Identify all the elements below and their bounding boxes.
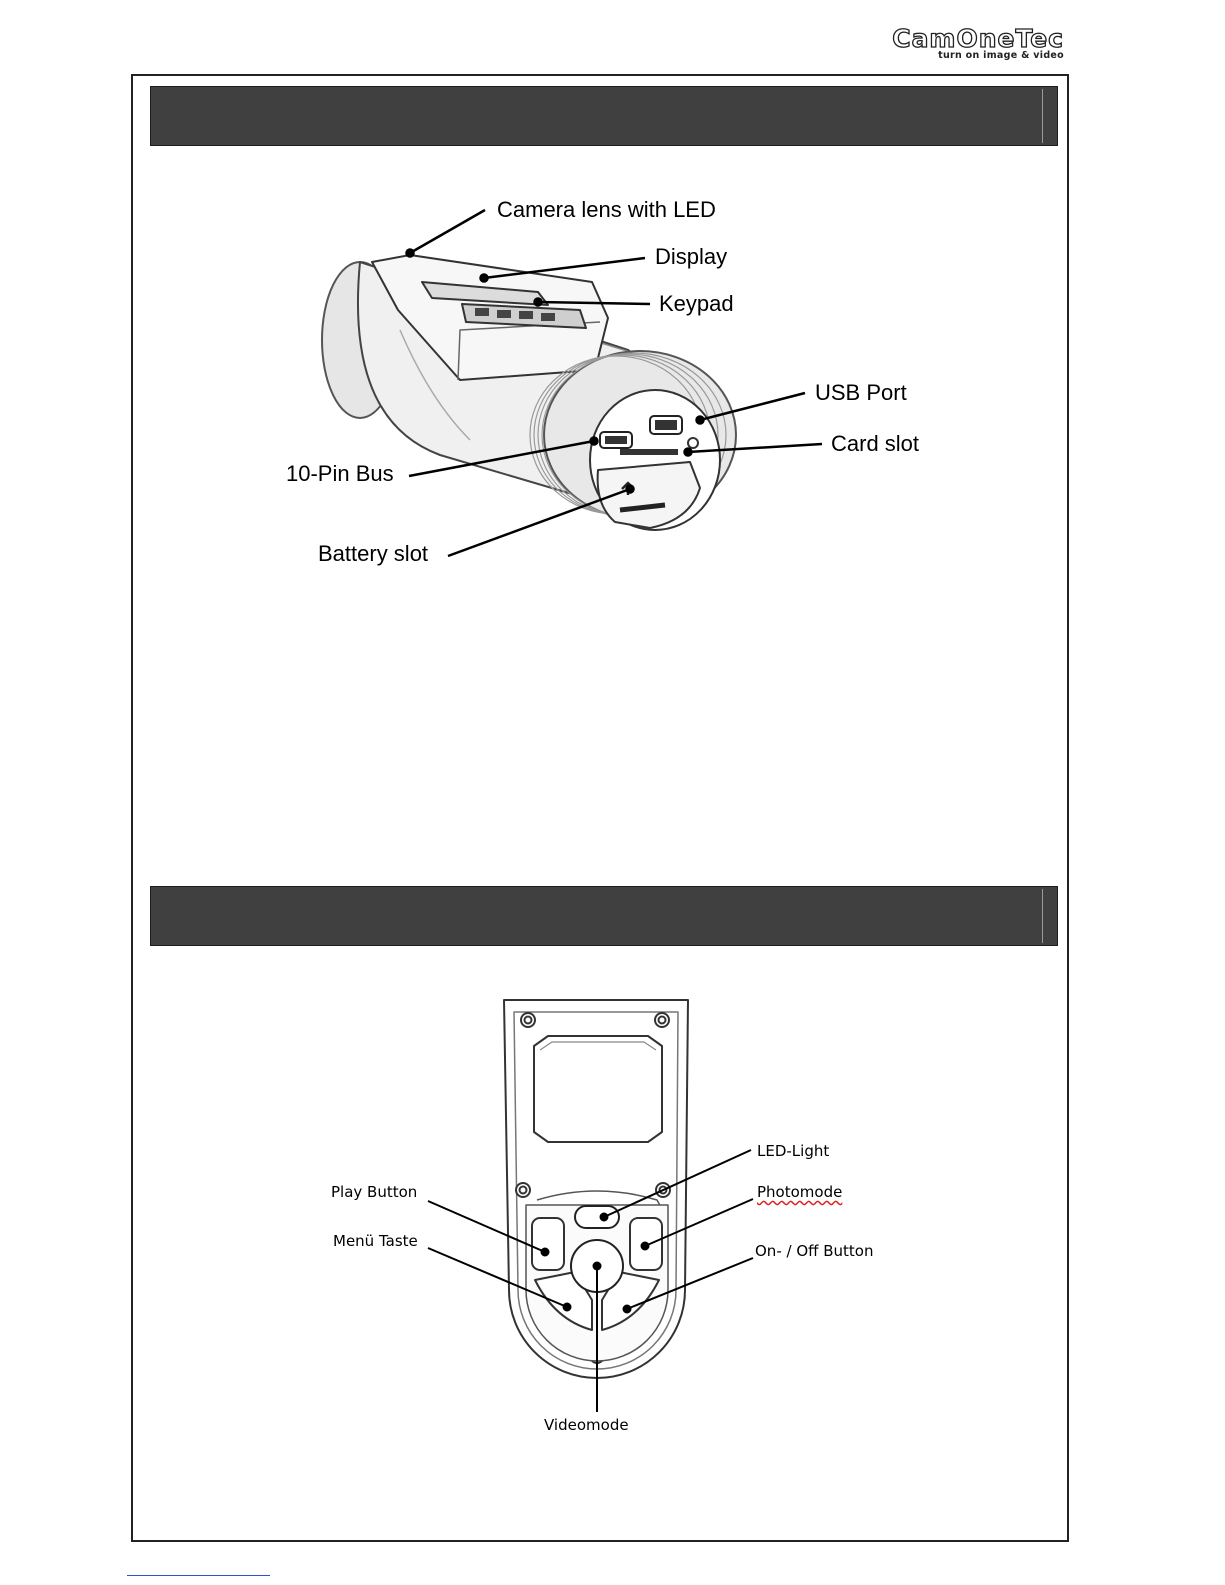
callout-display: Display xyxy=(655,244,728,269)
callout-play-button: Play Button xyxy=(331,1183,418,1201)
logo-wordmark: CamOneTec xyxy=(892,24,1064,53)
callout-camera-lens: Camera lens with LED xyxy=(497,197,716,222)
callout-card-slot: Card slot xyxy=(831,431,920,456)
callout-10-pin-bus: 10-Pin Bus xyxy=(286,461,394,486)
callout-usb-port: USB Port xyxy=(815,380,907,405)
callout-photomode: Photomode xyxy=(757,1183,843,1201)
callout-battery-slot: Battery slot xyxy=(318,541,429,566)
footer-link-underline xyxy=(127,1575,270,1576)
callout-videomode: Videomode xyxy=(544,1416,629,1434)
callout-on-off-button: On- / Off Button xyxy=(755,1242,874,1260)
callout-menu-taste: Menü Taste xyxy=(333,1232,418,1250)
callout-keypad: Keypad xyxy=(659,291,734,316)
logo-tagline: turn on image & video xyxy=(938,50,1064,61)
callout-led-light: LED-Light xyxy=(757,1142,830,1160)
